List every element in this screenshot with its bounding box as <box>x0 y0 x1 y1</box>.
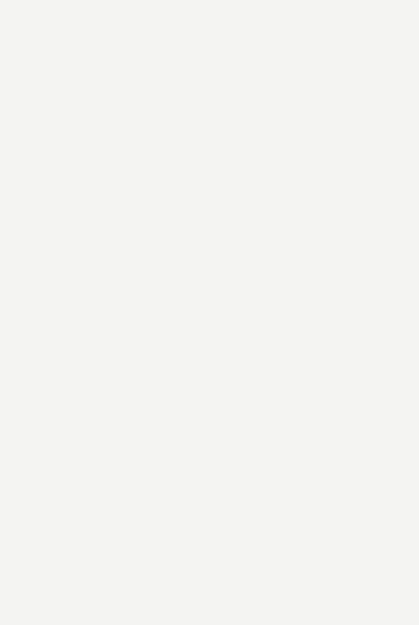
page-header <box>272 17 280 29</box>
